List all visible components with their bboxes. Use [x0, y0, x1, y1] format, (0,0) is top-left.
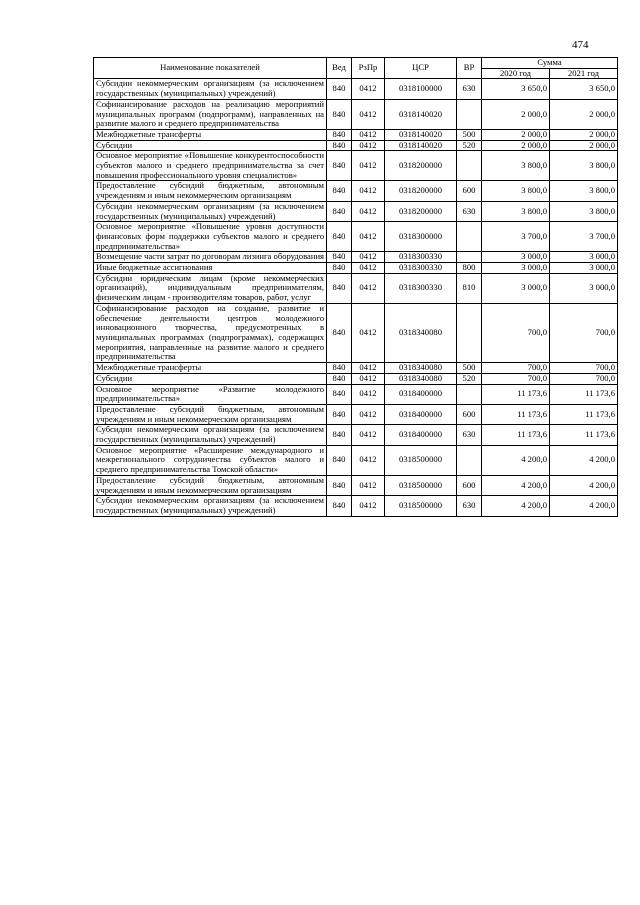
row-csr: 0318300330: [385, 263, 457, 274]
header-2020: 2020 год: [482, 68, 550, 79]
row-vr: 800: [457, 263, 482, 274]
row-csr: 0318140020: [385, 129, 457, 140]
table-row: [94, 496, 618, 516]
row-name: Межбюджетные трансферты: [94, 363, 327, 374]
row-name: Межбюджетные трансферты: [94, 129, 327, 140]
row-sum-2021: 700,0: [550, 303, 618, 362]
row-sum-2020: 11 173,6: [482, 384, 550, 404]
row-rzpr: 0412: [352, 201, 385, 221]
row-csr: 0318200000: [385, 201, 457, 221]
row-rzpr: 0412: [352, 151, 385, 181]
table-row: [94, 151, 618, 181]
table-row: [94, 222, 618, 252]
row-rzpr: 0412: [352, 425, 385, 445]
row-sum-2021: 3 000,0: [550, 252, 618, 263]
row-rzpr: 0412: [352, 496, 385, 516]
row-rzpr: 0412: [352, 404, 385, 424]
row-sum-2020: 4 200,0: [482, 496, 550, 516]
row-rzpr: 0412: [352, 222, 385, 252]
row-name: Софинансирование расходов на создание, развитие и обеспечение деятельности центров молодежного инновационного творчества, предусмотренных в муниципальных программах (подпрограммах), содержащих мероприятия, направленные на развитие малого и среднего предпринимательства: [94, 303, 327, 362]
row-name: Субсидии: [94, 373, 327, 384]
row-sum-2020: 700,0: [482, 363, 550, 374]
row-sum-2020: 3 800,0: [482, 201, 550, 221]
row-ved: 840: [327, 373, 352, 384]
row-sum-2021: 2 000,0: [550, 99, 618, 129]
row-csr: 0318140020: [385, 140, 457, 151]
row-vr: 500: [457, 129, 482, 140]
table-row: [94, 201, 618, 221]
row-csr: 0318400000: [385, 384, 457, 404]
row-name: Субсидии юридическим лицам (кроме некоммерческих организаций), индивидуальным предпринимателям, физическим лицам - производителям товаров, работ, услуг: [94, 273, 327, 303]
row-vr: 600: [457, 475, 482, 495]
row-sum-2020: 3 700,0: [482, 222, 550, 252]
header-csr: ЦСР: [385, 58, 457, 79]
row-csr: 0318500000: [385, 445, 457, 475]
row-rzpr: 0412: [352, 99, 385, 129]
row-name: Предоставление субсидий бюджетным, автономным учреждениям и иным некоммерческим организациям: [94, 404, 327, 424]
row-csr: 0318340080: [385, 373, 457, 384]
header-name: Наименование показателей: [94, 58, 327, 79]
row-name: Субсидии некоммерческим организациям (за исключением государственных (муниципальных) учреждений): [94, 201, 327, 221]
row-ved: 840: [327, 79, 352, 99]
table-header: [94, 58, 618, 79]
row-ved: 840: [327, 273, 352, 303]
row-name: Софинансирование расходов на реализацию мероприятий муниципальных программ (подпрограмм), направленных на развитие малого и среднего предпринимательства: [94, 99, 327, 129]
table-body: [94, 79, 618, 516]
row-sum-2020: 700,0: [482, 303, 550, 362]
row-ved: 840: [327, 496, 352, 516]
row-sum-2020: 3 650,0: [482, 79, 550, 99]
row-ved: 840: [327, 384, 352, 404]
row-csr: 0318340080: [385, 363, 457, 374]
row-sum-2021: 11 173,6: [550, 425, 618, 445]
table-row: [94, 140, 618, 151]
row-sum-2021: 11 173,6: [550, 404, 618, 424]
table-row: [94, 181, 618, 201]
row-vr: 630: [457, 201, 482, 221]
row-rzpr: 0412: [352, 475, 385, 495]
row-rzpr: 0412: [352, 79, 385, 99]
table-row: [94, 363, 618, 374]
row-name: Основное мероприятие «Развитие молодежного предпринимательства»: [94, 384, 327, 404]
row-sum-2021: 3 800,0: [550, 181, 618, 201]
row-sum-2021: 4 200,0: [550, 475, 618, 495]
row-csr: 0318140020: [385, 99, 457, 129]
row-sum-2020: 4 200,0: [482, 445, 550, 475]
header-sum: Сумма: [482, 58, 618, 69]
header-ved: Вед: [327, 58, 352, 79]
row-ved: 840: [327, 140, 352, 151]
row-name: Субсидии некоммерческим организациям (за исключением государственных (муниципальных) учреждений): [94, 496, 327, 516]
row-sum-2020: 2 000,0: [482, 140, 550, 151]
row-csr: 0318300000: [385, 222, 457, 252]
row-sum-2021: 3 700,0: [550, 222, 618, 252]
row-vr: 520: [457, 140, 482, 151]
table-row: [94, 384, 618, 404]
row-csr: 0318400000: [385, 425, 457, 445]
row-rzpr: 0412: [352, 384, 385, 404]
header-2021: 2021 год: [550, 68, 618, 79]
row-vr: 630: [457, 496, 482, 516]
row-sum-2021: 3 000,0: [550, 273, 618, 303]
table-row: [94, 273, 618, 303]
row-sum-2021: 2 000,0: [550, 129, 618, 140]
row-rzpr: 0412: [352, 303, 385, 362]
row-ved: 840: [327, 363, 352, 374]
row-sum-2020: 3 000,0: [482, 263, 550, 274]
row-csr: 0318500000: [385, 475, 457, 495]
row-sum-2020: 2 000,0: [482, 99, 550, 129]
row-sum-2020: 4 200,0: [482, 475, 550, 495]
row-sum-2020: 11 173,6: [482, 425, 550, 445]
row-ved: 840: [327, 303, 352, 362]
table-row: [94, 475, 618, 495]
table-row: [94, 79, 618, 99]
row-name: Основное мероприятие «Повышение уровня доступности финансовых форм поддержки субъектов малого и среднего предпринимательства»: [94, 222, 327, 252]
row-csr: 0318340080: [385, 303, 457, 362]
row-rzpr: 0412: [352, 263, 385, 274]
table-row: [94, 263, 618, 274]
table-row: [94, 373, 618, 384]
row-csr: 0318200000: [385, 181, 457, 201]
page-number: 474: [572, 39, 589, 51]
row-name: Возмещение части затрат по договорам лизинга оборудования: [94, 252, 327, 263]
row-vr: [457, 222, 482, 252]
budget-table: [93, 57, 618, 517]
row-name: Субсидии некоммерческим организациям (за исключением государственных (муниципальных) учреждений): [94, 79, 327, 99]
row-rzpr: 0412: [352, 273, 385, 303]
row-vr: [457, 151, 482, 181]
row-name: Основное мероприятие «Расширение международного и межрегионального сотрудничества субъектов малого и среднего предпринимательства Томской области»: [94, 445, 327, 475]
row-sum-2020: 2 000,0: [482, 129, 550, 140]
row-ved: 840: [327, 425, 352, 445]
row-ved: 840: [327, 445, 352, 475]
row-vr: 600: [457, 404, 482, 424]
row-sum-2021: 3 000,0: [550, 263, 618, 274]
row-sum-2020: 3 000,0: [482, 273, 550, 303]
table-row: [94, 404, 618, 424]
table-row: [94, 425, 618, 445]
row-ved: 840: [327, 151, 352, 181]
row-ved: 840: [327, 99, 352, 129]
row-ved: 840: [327, 252, 352, 263]
row-sum-2020: 3 800,0: [482, 181, 550, 201]
row-sum-2021: 2 000,0: [550, 140, 618, 151]
row-sum-2021: 700,0: [550, 363, 618, 374]
row-vr: 520: [457, 373, 482, 384]
row-rzpr: 0412: [352, 252, 385, 263]
row-sum-2021: 11 173,6: [550, 384, 618, 404]
row-sum-2021: 700,0: [550, 373, 618, 384]
row-rzpr: 0412: [352, 445, 385, 475]
header-rzpr: РзПр: [352, 58, 385, 79]
row-rzpr: 0412: [352, 373, 385, 384]
row-name: Предоставление субсидий бюджетным, автономным учреждениям и иным некоммерческим организациям: [94, 181, 327, 201]
header-vr: ВР: [457, 58, 482, 79]
row-rzpr: 0412: [352, 129, 385, 140]
row-sum-2020: 3 000,0: [482, 252, 550, 263]
row-name: Иные бюджетные ассигнования: [94, 263, 327, 274]
table-row: [94, 303, 618, 362]
row-ved: 840: [327, 404, 352, 424]
row-rzpr: 0412: [352, 181, 385, 201]
row-name: Субсидии: [94, 140, 327, 151]
table-row: [94, 129, 618, 140]
row-rzpr: 0412: [352, 140, 385, 151]
row-csr: 0318300330: [385, 273, 457, 303]
row-csr: 0318300330: [385, 252, 457, 263]
row-vr: 630: [457, 425, 482, 445]
row-sum-2021: 3 650,0: [550, 79, 618, 99]
row-vr: [457, 252, 482, 263]
row-vr: [457, 384, 482, 404]
row-vr: 810: [457, 273, 482, 303]
table-row: [94, 252, 618, 263]
table-row: [94, 99, 618, 129]
row-sum-2021: 3 800,0: [550, 151, 618, 181]
row-ved: 840: [327, 263, 352, 274]
row-vr: 600: [457, 181, 482, 201]
row-ved: 840: [327, 129, 352, 140]
row-ved: 840: [327, 201, 352, 221]
row-sum-2020: 3 800,0: [482, 151, 550, 181]
table-row: [94, 445, 618, 475]
row-name: Субсидии некоммерческим организациям (за исключением государственных (муниципальных) учреждений): [94, 425, 327, 445]
row-vr: [457, 99, 482, 129]
row-sum-2021: 3 800,0: [550, 201, 618, 221]
row-name: Основное мероприятие «Повышение конкурентоспособности субъектов малого и среднего предпринимательства за счет повышения профессионального уровня специалистов»: [94, 151, 327, 181]
row-vr: 630: [457, 79, 482, 99]
row-csr: 0318200000: [385, 151, 457, 181]
row-ved: 840: [327, 222, 352, 252]
row-csr: 0318100000: [385, 79, 457, 99]
row-rzpr: 0412: [352, 363, 385, 374]
row-sum-2021: 4 200,0: [550, 445, 618, 475]
row-name: Предоставление субсидий бюджетным, автономным учреждениям и иным некоммерческим организациям: [94, 475, 327, 495]
row-sum-2020: 11 173,6: [482, 404, 550, 424]
row-ved: 840: [327, 181, 352, 201]
row-vr: 500: [457, 363, 482, 374]
row-vr: [457, 445, 482, 475]
row-sum-2021: 4 200,0: [550, 496, 618, 516]
row-vr: [457, 303, 482, 362]
row-csr: 0318500000: [385, 496, 457, 516]
row-ved: 840: [327, 475, 352, 495]
row-csr: 0318400000: [385, 404, 457, 424]
row-sum-2020: 700,0: [482, 373, 550, 384]
